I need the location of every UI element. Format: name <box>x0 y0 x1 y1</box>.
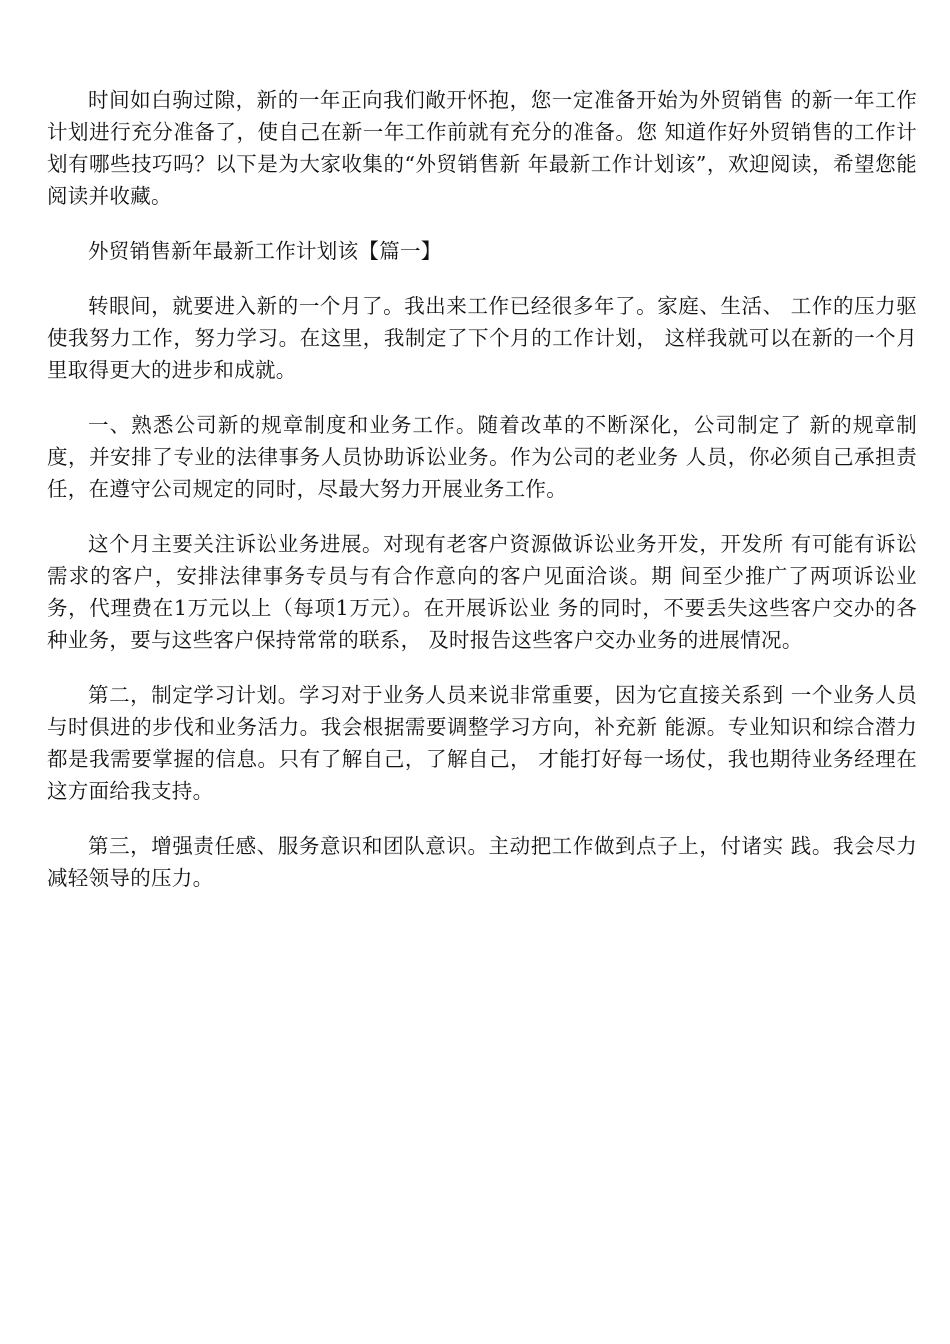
intro-paragraph: 时间如白驹过隙，新的一年正向我们敞开怀抱，您一定准备开始为外贸销售 的新一年工作计划进行充分准备了，使自己在新一年工作前就有充分的准备。您 知道作好外贸销售的工作计划有哪些技巧吗？以下是为大家收集的“外贸销售新 年最新工作计划该”，欢迎阅读，希望您能阅读并收藏。 <box>47 88 917 208</box>
body-paragraph-3: 这个月主要关注诉讼业务进展。对现有老客户资源做诉讼业务开发，开发所 有可能有诉讼需求的客户，安排法律事务专员与有合作意向的客户见面洽谈。期 间至少推广了两项诉讼业务，代理费在1万元以上（每项1万元）。在开展诉讼业 务的同时，不要丢失这些客户交办的各种业务，要与这些客户保持常常的联系， 及时报告这些客户交办业务的进展情况。 <box>47 532 917 652</box>
body-paragraph-5: 第三，增强责任感、服务意识和团队意识。主动把工作做到点子上，付诸实 践。我会尽力减轻领导的压力。 <box>47 834 917 890</box>
body-paragraph-2: 一、熟悉公司新的规章制度和业务工作。随着改革的不断深化，公司制定了 新的规章制度，并安排了专业的法律事务人员协助诉讼业务。作为公司的老业务 人员，你必须自己承担责任，在遵守公司规定的同时，尽最大努力开展业务工作。 <box>47 413 917 501</box>
document-body <box>47 84 917 917</box>
body-paragraph-1: 转眼间，就要进入新的一个月了。我出来工作已经很多年了。家庭、生活、 工作的压力驱使我努力工作，努力学习。在这里，我制定了下个月的工作计划， 这样我就可以在新的一个月里取得更大的进步和成就。 <box>47 294 917 382</box>
section-heading: 外贸销售新年最新工作计划该【篇一】 <box>88 239 442 263</box>
body-paragraph-4: 第二，制定学习计划。学习对于业务人员来说非常重要，因为它直接关系到 一个业务人员与时俱进的步伐和业务活力。我会根据需要调整学习方向，补充新 能源。专业知识和综合潜力都是我需要掌握的信息。只有了解自己，了解自己， 才能打好每一场仗，我也期待业务经理在这方面给我支持。 <box>47 683 917 803</box>
